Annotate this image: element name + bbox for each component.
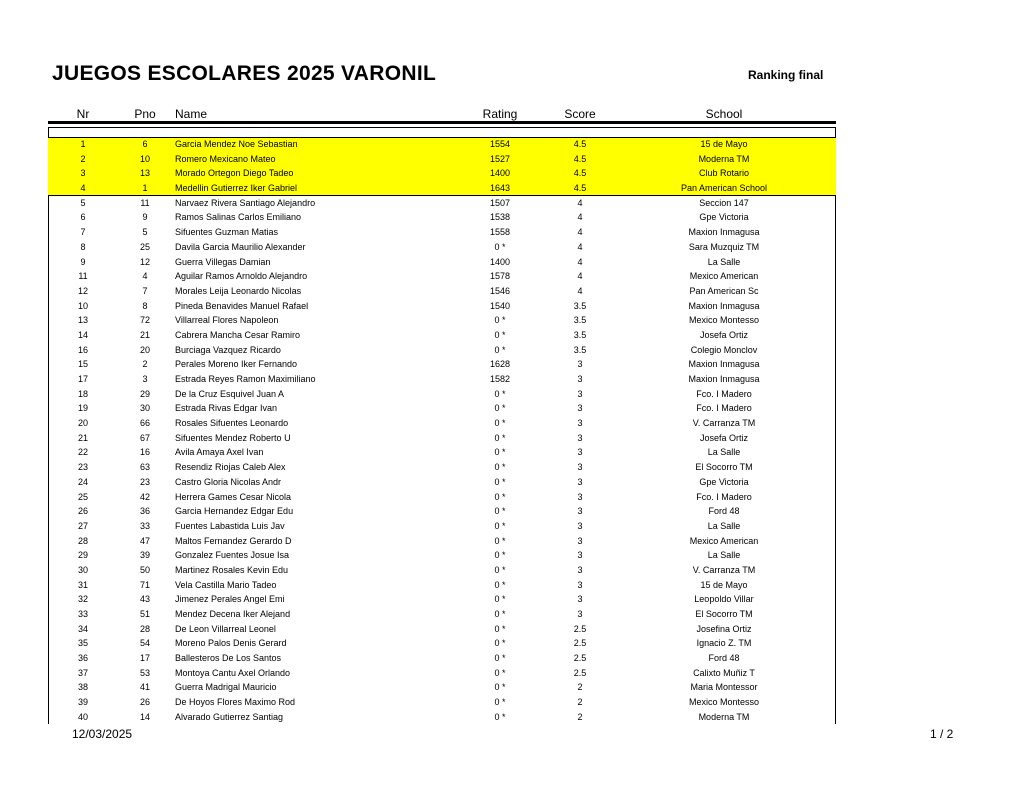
table-row [48,372,836,387]
cell-nr: 4 [80,183,86,194]
table-header [48,107,836,121]
cell-nr: 10 [77,300,88,311]
cell-school: Club Rotario [698,168,750,179]
table-row [48,651,836,666]
cell-school: Ford 48 [708,506,740,517]
cell-name: Resendiz Riojas Caleb Alex [175,462,286,473]
cell-score: 4.5 [573,153,587,164]
cell-score: 2.5 [573,623,587,634]
cell-rating: 0 * [494,520,506,531]
cell-pno: 13 [139,168,150,179]
cell-rating: 0 * [494,550,506,561]
cell-name: Martinez Rosales Kevin Edu [175,564,289,575]
cell-nr: 1 [80,139,86,149]
cell-rating: 0 * [494,315,506,326]
table-row [48,416,836,431]
cell-score: 4 [577,227,583,238]
cell-rating: 0 * [494,447,506,458]
cell-nr: 39 [77,697,88,708]
cell-name: De la Cruz Esquivel Juan A [175,388,285,399]
cell-school: Maxion Inmagusa [688,359,760,370]
cell-rating: 1540 [489,300,511,311]
cell-school: Moderna TM [698,711,750,722]
cell-nr: 17 [77,374,88,384]
cell-pno: 54 [139,638,150,649]
cell-nr: 7 [80,227,86,238]
cell-rating: 0 * [494,697,506,708]
cell-name: Morado Ortegon Diego Tadeo [175,168,294,179]
cell-school: Maxion Inmagusa [688,227,760,238]
cell-school: Fco. I Madero [696,491,752,502]
cell-nr: 37 [77,667,88,678]
cell-name: Garcia Mendez Noe Sebastian [175,139,298,149]
cell-score: 2 [577,711,583,722]
cell-nr: 33 [77,609,88,619]
cell-rating: 1538 [489,212,511,223]
cell-nr: 23 [77,462,88,473]
cell-pno: 67 [139,432,150,443]
cell-name: Villarreal Flores Napoleon [175,315,279,326]
cell-score: 2.5 [573,653,587,664]
cell-pno: 10 [139,153,150,164]
table-row [48,490,836,505]
cell-nr: 20 [77,418,88,429]
footer-date: 12/03/2025 [72,727,133,741]
cell-pno: 71 [139,579,150,590]
cell-rating: 1582 [489,374,511,384]
table-row [48,636,836,651]
table-row [48,622,836,637]
header-rule [48,121,836,124]
cell-nr: 12 [77,285,88,296]
cell-school: V. Carranza TM [692,564,756,575]
cell-name: Sifuentes Mendez Roberto U [175,432,291,443]
cell-school: Pan American Sc [689,285,759,296]
cell-nr: 19 [77,403,88,414]
cell-name: Morales Leija Leonardo Nicolas [175,285,302,296]
header-pno: Pno [134,107,156,121]
cell-score: 2 [577,697,583,708]
cell-rating: 1554 [489,139,511,149]
cell-school: Fco. I Madero [696,388,752,399]
cell-rating: 0 * [494,418,506,429]
cell-school: Josefina Ortiz [696,623,752,634]
table-row [48,181,836,196]
cell-nr: 30 [77,564,88,575]
cell-pno: 47 [139,535,150,546]
cell-rating: 0 * [494,462,506,473]
cell-rating: 0 * [494,682,506,693]
cell-pno: 1 [142,183,148,194]
cell-rating: 1558 [489,227,511,238]
table-row [48,460,836,475]
cell-score: 4.5 [573,139,587,149]
cell-name: Rosales Sifuentes Leonardo [175,418,289,429]
cell-nr: 24 [77,476,88,487]
cell-name: Cabrera Mancha Cesar Ramiro [175,329,301,340]
cell-nr: 26 [77,506,88,517]
cell-nr: 35 [77,638,88,649]
cell-nr: 25 [77,491,88,502]
ranking-table [48,137,836,725]
table-row [48,592,836,607]
cell-score: 3 [577,550,583,561]
cell-score: 3 [577,491,583,502]
cell-rating: 1400 [489,168,511,179]
cell-score: 3.5 [573,344,587,355]
cell-name: Aguilar Ramos Arnoldo Alejandro [175,271,308,282]
cell-name: Burciaga Vazquez Ricardo [175,344,281,355]
cell-nr: 38 [77,682,88,693]
cell-name: Romero Mexicano Mateo [175,153,276,164]
table-row [48,137,836,152]
cell-pno: 11 [140,197,150,208]
cell-name: Ramos Salinas Carlos Emiliano [175,212,302,223]
cell-nr: 13 [77,315,88,326]
cell-pno: 43 [139,594,150,605]
cell-score: 3 [577,388,583,399]
cell-score: 2.5 [573,638,587,649]
cell-nr: 16 [77,344,88,355]
cell-nr: 18 [77,388,88,399]
cell-pno: 23 [139,476,150,487]
cell-nr: 27 [77,520,88,531]
cell-rating: 0 * [494,476,506,487]
cell-pno: 53 [139,667,150,678]
cell-score: 4.5 [573,183,587,194]
table-row [48,607,836,622]
cell-school: Calixto Muñiz T [693,667,755,678]
page-subtitle: Ranking final [748,68,824,82]
cell-school: La Salle [707,550,741,561]
cell-name: De Leon Villarreal Leonel [175,623,276,634]
cell-pno: 17 [139,653,150,664]
cell-school: Mexico Montesso [688,697,760,708]
header-school: School [705,107,743,121]
cell-name: Vela Castilla Mario Tadeo [175,579,277,590]
cell-school: La Salle [707,520,741,531]
cell-pno: 29 [139,388,150,399]
cell-rating: 0 * [494,329,506,340]
cell-name: Fuentes Labastida Luis Jav [175,520,285,531]
cell-name: Herrera Games Cesar Nicola [175,491,292,502]
cell-pno: 2 [142,359,148,370]
table-row [48,666,836,681]
table-row [48,563,836,578]
cell-pno: 26 [139,697,150,708]
cell-school: El Socorro TM [695,462,753,473]
cell-pno: 16 [139,447,150,458]
table-row [48,313,836,328]
cell-pno: 72 [139,315,150,326]
cell-name: Maltos Fernandez Gerardo D [175,535,292,546]
cell-name: Ballesteros De Los Santos [175,653,282,664]
cell-score: 2 [577,682,583,693]
cell-nr: 9 [80,256,86,267]
cell-name: Gonzalez Fuentes Josue Isa [175,550,290,561]
cell-rating: 0 * [494,535,506,546]
cell-pno: 20 [139,344,150,355]
cell-name: Mendez Decena Iker Alejand [175,609,291,619]
cell-nr: 22 [77,447,88,458]
cell-score: 3 [577,609,583,619]
header-nr: Nr [76,107,90,121]
table-row [48,548,836,563]
cell-pno: 3 [142,374,148,384]
cell-nr: 28 [77,535,88,546]
table-row [48,401,836,416]
cell-score: 3.5 [573,300,587,311]
cell-name: Perales Moreno Iker Fernando [175,359,298,370]
cell-school: Fco. I Madero [696,403,752,414]
cell-name: Jimenez Perales Angel Emi [175,594,285,605]
cell-school: La Salle [707,256,741,267]
table-row [48,166,836,181]
cell-score: 4 [577,197,583,208]
cell-pno: 9 [142,212,148,223]
cell-name: Avila Amaya Axel Ivan [175,447,264,458]
table-row [48,284,836,299]
cell-school: Ignacio Z. TM [696,638,752,649]
table-row [48,680,836,695]
cell-pno: 21 [139,329,150,340]
table-row [48,210,836,225]
cell-nr: 5 [80,197,86,208]
cell-pno: 33 [139,520,150,531]
cell-score: 3.5 [573,315,587,326]
cell-school: Moderna TM [698,153,750,164]
cell-nr: 15 [77,359,88,370]
cell-name: Castro Gloria Nicolas Andr [175,476,282,487]
table-row [48,519,836,534]
table-row [48,387,836,402]
cell-school: Gpe Victoria [699,476,749,487]
cell-pno: 7 [142,285,148,296]
cell-school: 15 de Mayo [700,139,748,149]
cell-score: 3 [577,564,583,575]
cell-rating: 0 * [494,388,506,399]
cell-score: 3 [577,462,583,473]
cell-name: Estrada Reyes Ramon Maximiliano [175,374,316,384]
cell-school: Seccion 147 [699,197,749,208]
cell-score: 3 [577,403,583,414]
cell-rating: 0 * [494,609,506,619]
cell-name: Alvarado Gutierrez Santiag [175,711,284,722]
cell-score: 3 [577,418,583,429]
table-row [48,328,836,343]
page-title: JUEGOS ESCOLARES 2025 VARONIL [52,62,437,85]
cell-rating: 1628 [489,359,511,370]
cell-rating: 1507 [489,197,511,208]
cell-name: Estrada Rivas Edgar Ivan [175,403,278,414]
cell-rating: 0 * [494,623,506,634]
table-row [48,534,836,549]
table-row [48,578,836,593]
cell-rating: 0 * [494,711,506,722]
cell-pno: 66 [139,418,150,429]
table-top-rule [48,127,836,128]
cell-name: Pineda Benavides Manuel Rafael [175,300,309,311]
cell-school: Ford 48 [708,653,740,664]
cell-rating: 0 * [494,344,506,355]
cell-school: Colegio Monclov [690,344,758,355]
cell-score: 3 [577,594,583,605]
table-row [48,357,836,372]
cell-rating: 0 * [494,579,506,590]
cell-rating: 0 * [494,506,506,517]
cell-score: 3 [577,579,583,590]
table-row [48,431,836,446]
table-row [48,255,836,270]
cell-nr: 14 [77,329,88,340]
table-row [48,343,836,358]
cell-score: 4 [577,256,583,267]
cell-pno: 41 [139,682,150,693]
cell-pno: 4 [142,271,148,282]
header-rating: Rating [482,107,518,121]
cell-score: 4 [577,212,583,223]
table-row [48,240,836,255]
cell-rating: 1546 [489,285,511,296]
cell-school: Mexico American [689,535,759,546]
cell-nr: 34 [77,623,88,634]
cell-score: 4 [577,285,583,296]
cell-name: Medellin Gutierrez Iker Gabriel [175,183,298,194]
cell-score: 4.5 [573,168,587,179]
cell-pno: 50 [139,564,150,575]
header-name: Name [175,107,208,121]
cell-school: Josefa Ortiz [699,432,748,443]
cell-score: 4 [577,271,583,282]
cell-nr: 3 [80,168,86,179]
cell-rating: 1527 [489,153,511,164]
cell-nr: 6 [80,212,86,223]
cell-name: De Hoyos Flores Maximo Rod [175,697,296,708]
cell-nr: 11 [78,271,88,282]
cell-name: Sifuentes Guzman Matias [175,227,279,238]
table-row [48,152,836,167]
cell-rating: 1578 [489,271,511,282]
cell-nr: 8 [80,241,86,252]
cell-name: Davila Garcia Maurilio Alexander [175,241,306,252]
cell-school: Mexico American [689,271,759,282]
cell-pno: 25 [139,241,150,252]
cell-pno: 6 [142,139,148,149]
cell-pno: 42 [139,491,150,502]
cell-pno: 63 [139,462,150,473]
cell-pno: 8 [142,300,148,311]
cell-nr: 2 [80,153,86,164]
table-row [48,196,836,211]
cell-pno: 30 [139,403,150,414]
cell-pno: 51 [139,609,150,619]
cell-school: Maxion Inmagusa [688,374,760,384]
cell-pno: 12 [139,256,150,267]
footer-page-number: 1 / 2 [930,727,954,741]
cell-nr: 31 [77,579,88,590]
cell-score: 3 [577,520,583,531]
cell-score: 3 [577,506,583,517]
cell-pno: 14 [139,711,150,722]
cell-rating: 0 * [494,491,506,502]
cell-name: Moreno Palos Denis Gerard [175,638,287,649]
cell-score: 3 [577,374,583,384]
cell-name: Narvaez Rivera Santiago Alejandro [175,197,316,208]
cell-nr: 40 [77,711,88,722]
cell-rating: 1643 [489,183,511,194]
cell-name: Garcia Hernandez Edgar Edu [175,506,294,517]
cell-name: Montoya Cantu Axel Orlando [175,667,291,678]
cell-school: Leopoldo Villar [694,594,754,605]
cell-score: 3 [577,535,583,546]
cell-pno: 5 [142,227,148,238]
cell-score: 3 [577,359,583,370]
cell-rating: 0 * [494,403,506,414]
cell-name: Guerra Madrigal Mauricio [175,682,277,693]
cell-rating: 0 * [494,594,506,605]
cell-school: Maxion Inmagusa [688,300,760,311]
cell-nr: 36 [77,653,88,664]
cell-school: La Salle [707,447,741,458]
cell-school: Maria Montessor [690,682,758,693]
table-row [48,710,836,725]
table-row [48,695,836,710]
cell-score: 3.5 [573,329,587,340]
cell-school: V. Carranza TM [692,418,756,429]
cell-name: Guerra Villegas Damian [175,256,271,267]
cell-rating: 0 * [494,653,506,664]
cell-pno: 39 [139,550,150,561]
table-row [48,475,836,490]
table-row [48,299,836,314]
cell-school: Gpe Victoria [699,212,749,223]
cell-school: Josefa Ortiz [699,329,748,340]
cell-score: 3 [577,447,583,458]
cell-rating: 1400 [489,256,511,267]
table-row [48,269,836,284]
cell-rating: 0 * [494,638,506,649]
cell-rating: 0 * [494,667,506,678]
cell-school: Pan American School [680,183,768,194]
cell-score: 3 [577,476,583,487]
header-score: Score [564,107,596,121]
cell-nr: 21 [77,432,88,443]
cell-rating: 0 * [494,564,506,575]
table-row [48,445,836,460]
cell-school: 15 de Mayo [700,579,748,590]
cell-rating: 0 * [494,241,506,252]
cell-rating: 0 * [494,432,506,443]
cell-school: Mexico Montesso [688,315,760,326]
table-row [48,225,836,240]
cell-school: Sara Muzquiz TM [688,241,760,252]
cell-score: 4 [577,241,583,252]
cell-nr: 29 [77,550,88,561]
cell-score: 3 [577,432,583,443]
cell-score: 2.5 [573,667,587,678]
cell-pno: 28 [139,623,150,634]
table-row [48,504,836,519]
cell-pno: 36 [139,506,150,517]
cell-nr: 32 [77,594,88,605]
cell-school: El Socorro TM [695,609,753,619]
